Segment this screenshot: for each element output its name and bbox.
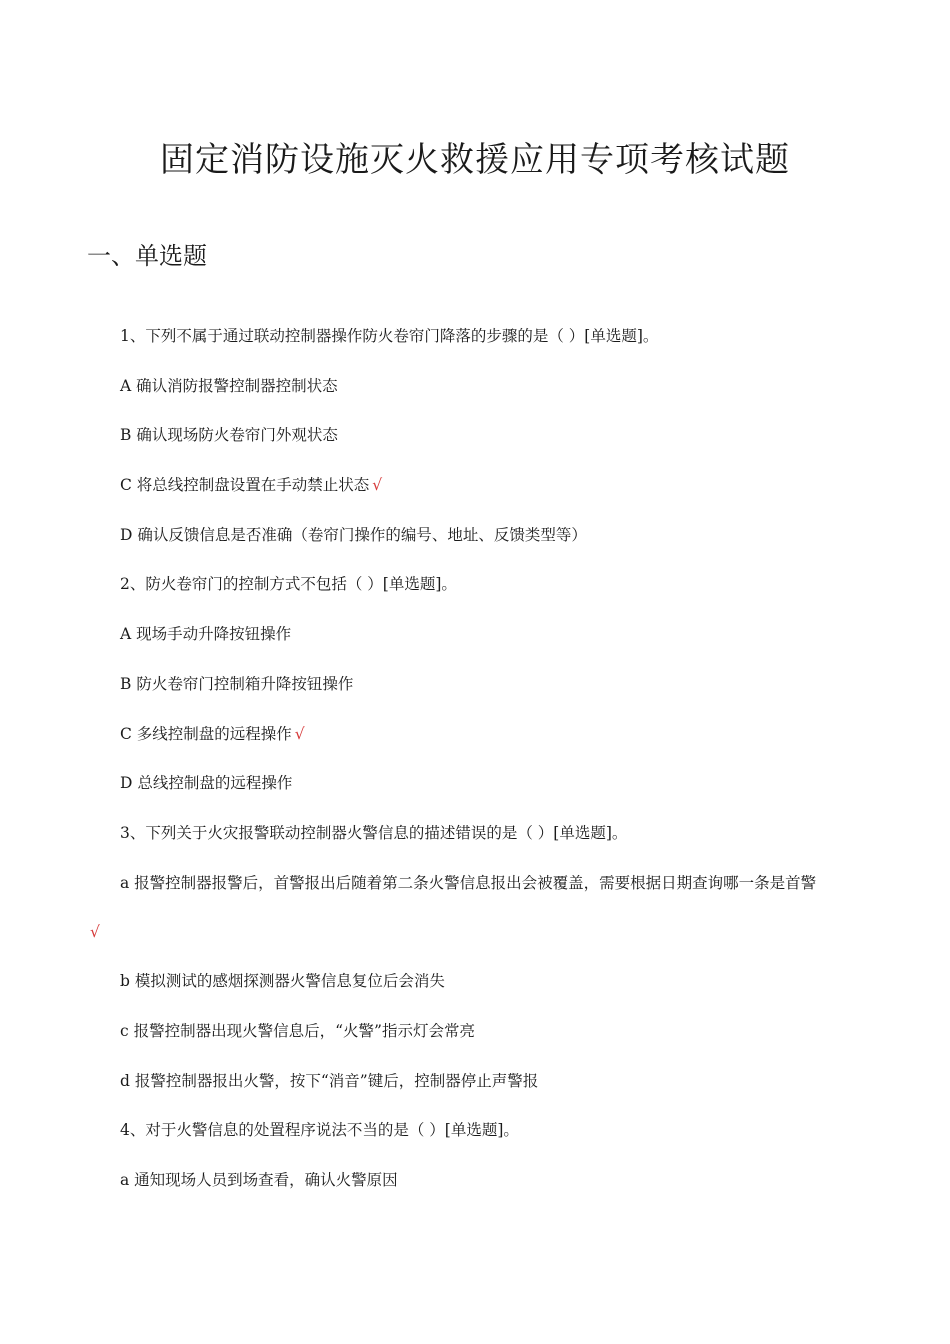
option-a (0, 869, 950, 946)
correct-check-icon: √ (90, 922, 100, 941)
question-stem: 2、防火卷帘门的控制方式不包括（ ）[单选题]。 (120, 575, 457, 594)
option-text: d 报警控制器报出火警，按下“消音”键后，控制器停止声警报 (120, 1071, 539, 1090)
option-text: a 通知现场人员到场查看，确认火警原因 (120, 1171, 398, 1189)
section-heading: 一、单选题 (87, 242, 207, 270)
option-a (0, 620, 950, 648)
option-d (0, 769, 950, 797)
option-text: B 确认现场防火卷帘门外观状态 (120, 426, 338, 445)
question-stem: 4、对于火警信息的处置程序说法不当的是（ ）[单选题]。 (120, 1121, 519, 1140)
option-b (0, 670, 950, 698)
question-list (0, 322, 950, 1216)
option-d (0, 1067, 950, 1095)
option-text: A 现场手动升降按钮操作 (120, 625, 292, 644)
option-text: A 确认消防报警控制器控制状态 (120, 376, 338, 395)
option-text: D 总线控制盘的远程操作 (120, 774, 293, 793)
correct-check-icon: √ (372, 476, 383, 495)
option-d (0, 521, 950, 549)
option-text: C 多线控制盘的远程操作 (120, 724, 292, 743)
option-a (0, 372, 950, 400)
option-a (0, 1166, 950, 1194)
option-c (0, 720, 950, 748)
option-c (0, 471, 950, 499)
option-text: B 防火卷帘门控制箱升降按钮操作 (120, 674, 354, 693)
option-b (0, 967, 950, 995)
option-text: c 报警控制器出现火警信息后，“火警”指示灯会常亮 (120, 1021, 475, 1040)
option-text: C 将总线控制盘设置在手动禁止状态 (120, 476, 370, 495)
question-stem: 3、下列关于火灾报警联动控制器火警信息的描述错误的是（ ）[单选题]。 (120, 823, 628, 842)
document-title: 固定消防设施灭火救援应用专项考核试题 (160, 140, 790, 180)
option-text: D 确认反馈信息是否准确（卷帘门操作的编号、地址、反馈类型等） (120, 525, 587, 544)
correct-check-icon: √ (294, 724, 305, 743)
option-c (0, 1017, 950, 1045)
option-b (0, 421, 950, 449)
question-stem: 1、下列不属于通过联动控制器操作防火卷帘门降落的步骤的是（ ）[单选题]。 (120, 327, 659, 345)
option-text: b 模拟测试的感烟探测器火警信息复位后会消失 (120, 972, 445, 991)
option-text: a 报警控制器报警后，首警报出后随着第二条火警信息报出会被覆盖，需要根据日期查询哪一条是首警 (120, 873, 817, 892)
